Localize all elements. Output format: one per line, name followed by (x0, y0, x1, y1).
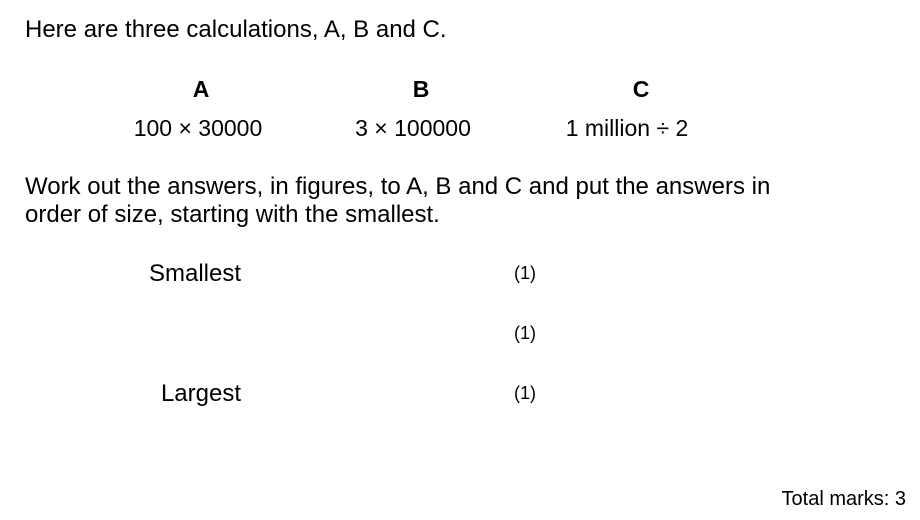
calc-a-label: A (192, 76, 210, 102)
largest-label: Largest (160, 380, 241, 407)
smallest-label: Smallest (148, 260, 241, 287)
instruction-text: Work out the answers, in figures, to A, B and C and put the answers in order of size, starting with the smallest. (25, 173, 771, 228)
marks-row-2: (1) (514, 323, 536, 343)
calc-b-expression: 3 × 100000 (355, 115, 471, 141)
calc-b-label: B (412, 76, 430, 102)
calc-c-expression: 1 million ÷ 2 (565, 115, 689, 141)
marks-row-3: (1) (514, 383, 536, 403)
total-marks: Total marks: 3 (781, 488, 906, 510)
calc-a-expression: 100 × 30000 (133, 115, 263, 141)
calc-c-label: C (632, 76, 650, 102)
marks-row-1: (1) (514, 263, 536, 283)
question-intro: Here are three calculations, A, B and C. (25, 16, 447, 43)
